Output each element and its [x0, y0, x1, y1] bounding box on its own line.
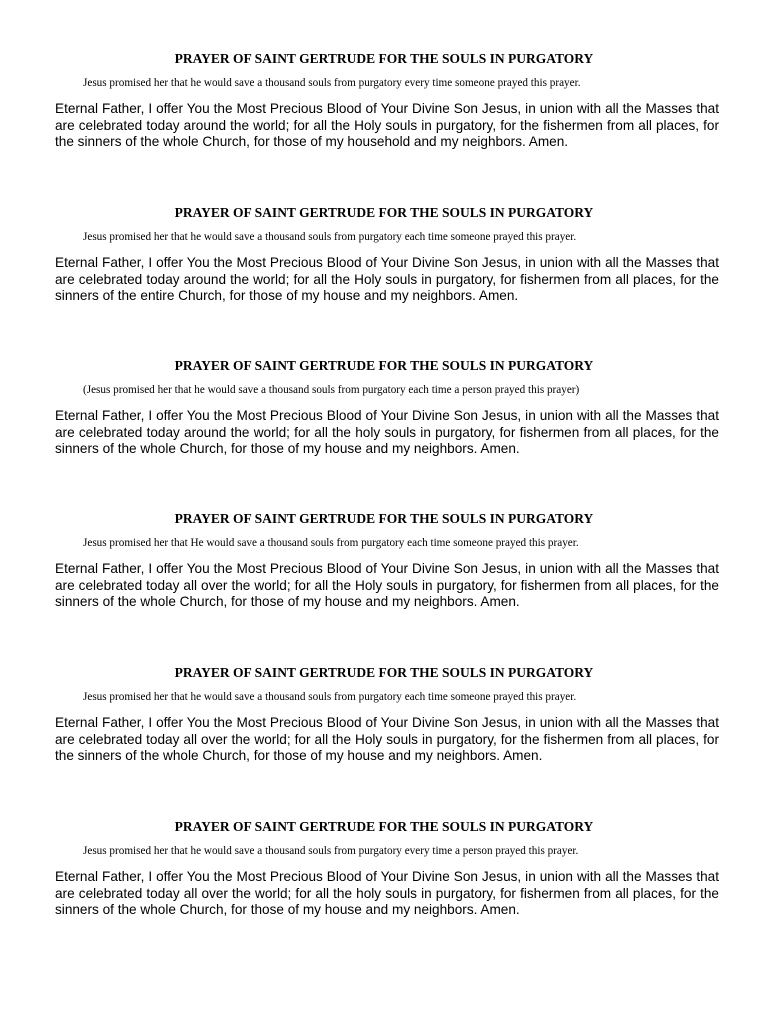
prayer-text: Eternal Father, I offer You the Most Precious Blood of Your Divine Son Jesus, in union with all the Masses that are celebrated today all over the world; for all the holy souls in purgatory, for fishermen from all places, for the sinners of the whole Church, for those of my house and my neighbors. Amen. [55, 869, 719, 918]
section-note: Jesus promised her that He would save a thousand souls from purgatory each time someone prayed this prayer. [83, 537, 579, 549]
section-note: Jesus promised her that he would save a thousand souls from purgatory each time someone prayed this prayer. [83, 231, 577, 243]
section-title: PRAYER OF SAINT GERTRUDE FOR THE SOULS IN PURGATORY [174, 205, 594, 220]
section-title: PRAYER OF SAINT GERTRUDE FOR THE SOULS IN PURGATORY [174, 511, 594, 526]
section-title: PRAYER OF SAINT GERTRUDE FOR THE SOULS IN PURGATORY [174, 665, 594, 680]
prayer-text: Eternal Father, I offer You the Most Precious Blood of Your Divine Son Jesus, in union with all the Masses that are celebrated today around the world; for all the Holy souls in purgatory, for fishermen from all places, for the sinners of the entire Church, for those of my house and my neighbors. Amen. [55, 255, 719, 304]
section-note: Jesus promised her that he would save a thousand souls from purgatory each time someone prayed this prayer. [83, 691, 577, 703]
section-title: PRAYER OF SAINT GERTRUDE FOR THE SOULS IN PURGATORY [174, 819, 594, 834]
section-title: PRAYER OF SAINT GERTRUDE FOR THE SOULS IN PURGATORY [174, 51, 594, 66]
section-title: PRAYER OF SAINT GERTRUDE FOR THE SOULS IN PURGATORY [174, 358, 594, 373]
section-note: Jesus promised her that he would save a thousand souls from purgatory every time someone prayed this prayer. [83, 77, 581, 89]
prayer-text: Eternal Father, I offer You the Most Precious Blood of Your Divine Son Jesus, in union with all the Masses that are celebrated today around the world; for all the holy souls in purgatory, for fishermen from all places, for the sinners of the whole Church, for those of my house and my neighbors. Amen. [55, 408, 719, 457]
section-note: Jesus promised her that he would save a thousand souls from purgatory every time a person prayed this prayer. [83, 845, 579, 857]
prayer-text: Eternal Father, I offer You the Most Precious Blood of Your Divine Son Jesus, in union with all the Masses that are celebrated today all over the world; for all the Holy souls in purgatory, for the fishermen from all places, for the sinners of the whole Church, for those of my house and my neighbors. Amen. [55, 715, 719, 764]
section-note: (Jesus promised her that he would save a thousand souls from purgatory each time a person prayed this prayer) [83, 384, 580, 396]
prayer-text: Eternal Father, I offer You the Most Precious Blood of Your Divine Son Jesus, in union with all the Masses that are celebrated today around the world; for all the Holy souls in purgatory, for the fishermen from all places, for the sinners of the whole Church, for those of my household and my neighbors. Amen. [55, 101, 719, 150]
prayer-text: Eternal Father, I offer You the Most Precious Blood of Your Divine Son Jesus, in union with all the Masses that are celebrated today all over the world; for all the Holy souls in purgatory, for fishermen from all places, for the sinners of the whole Church, for those of my house and my neighbors. Amen. [55, 561, 719, 610]
